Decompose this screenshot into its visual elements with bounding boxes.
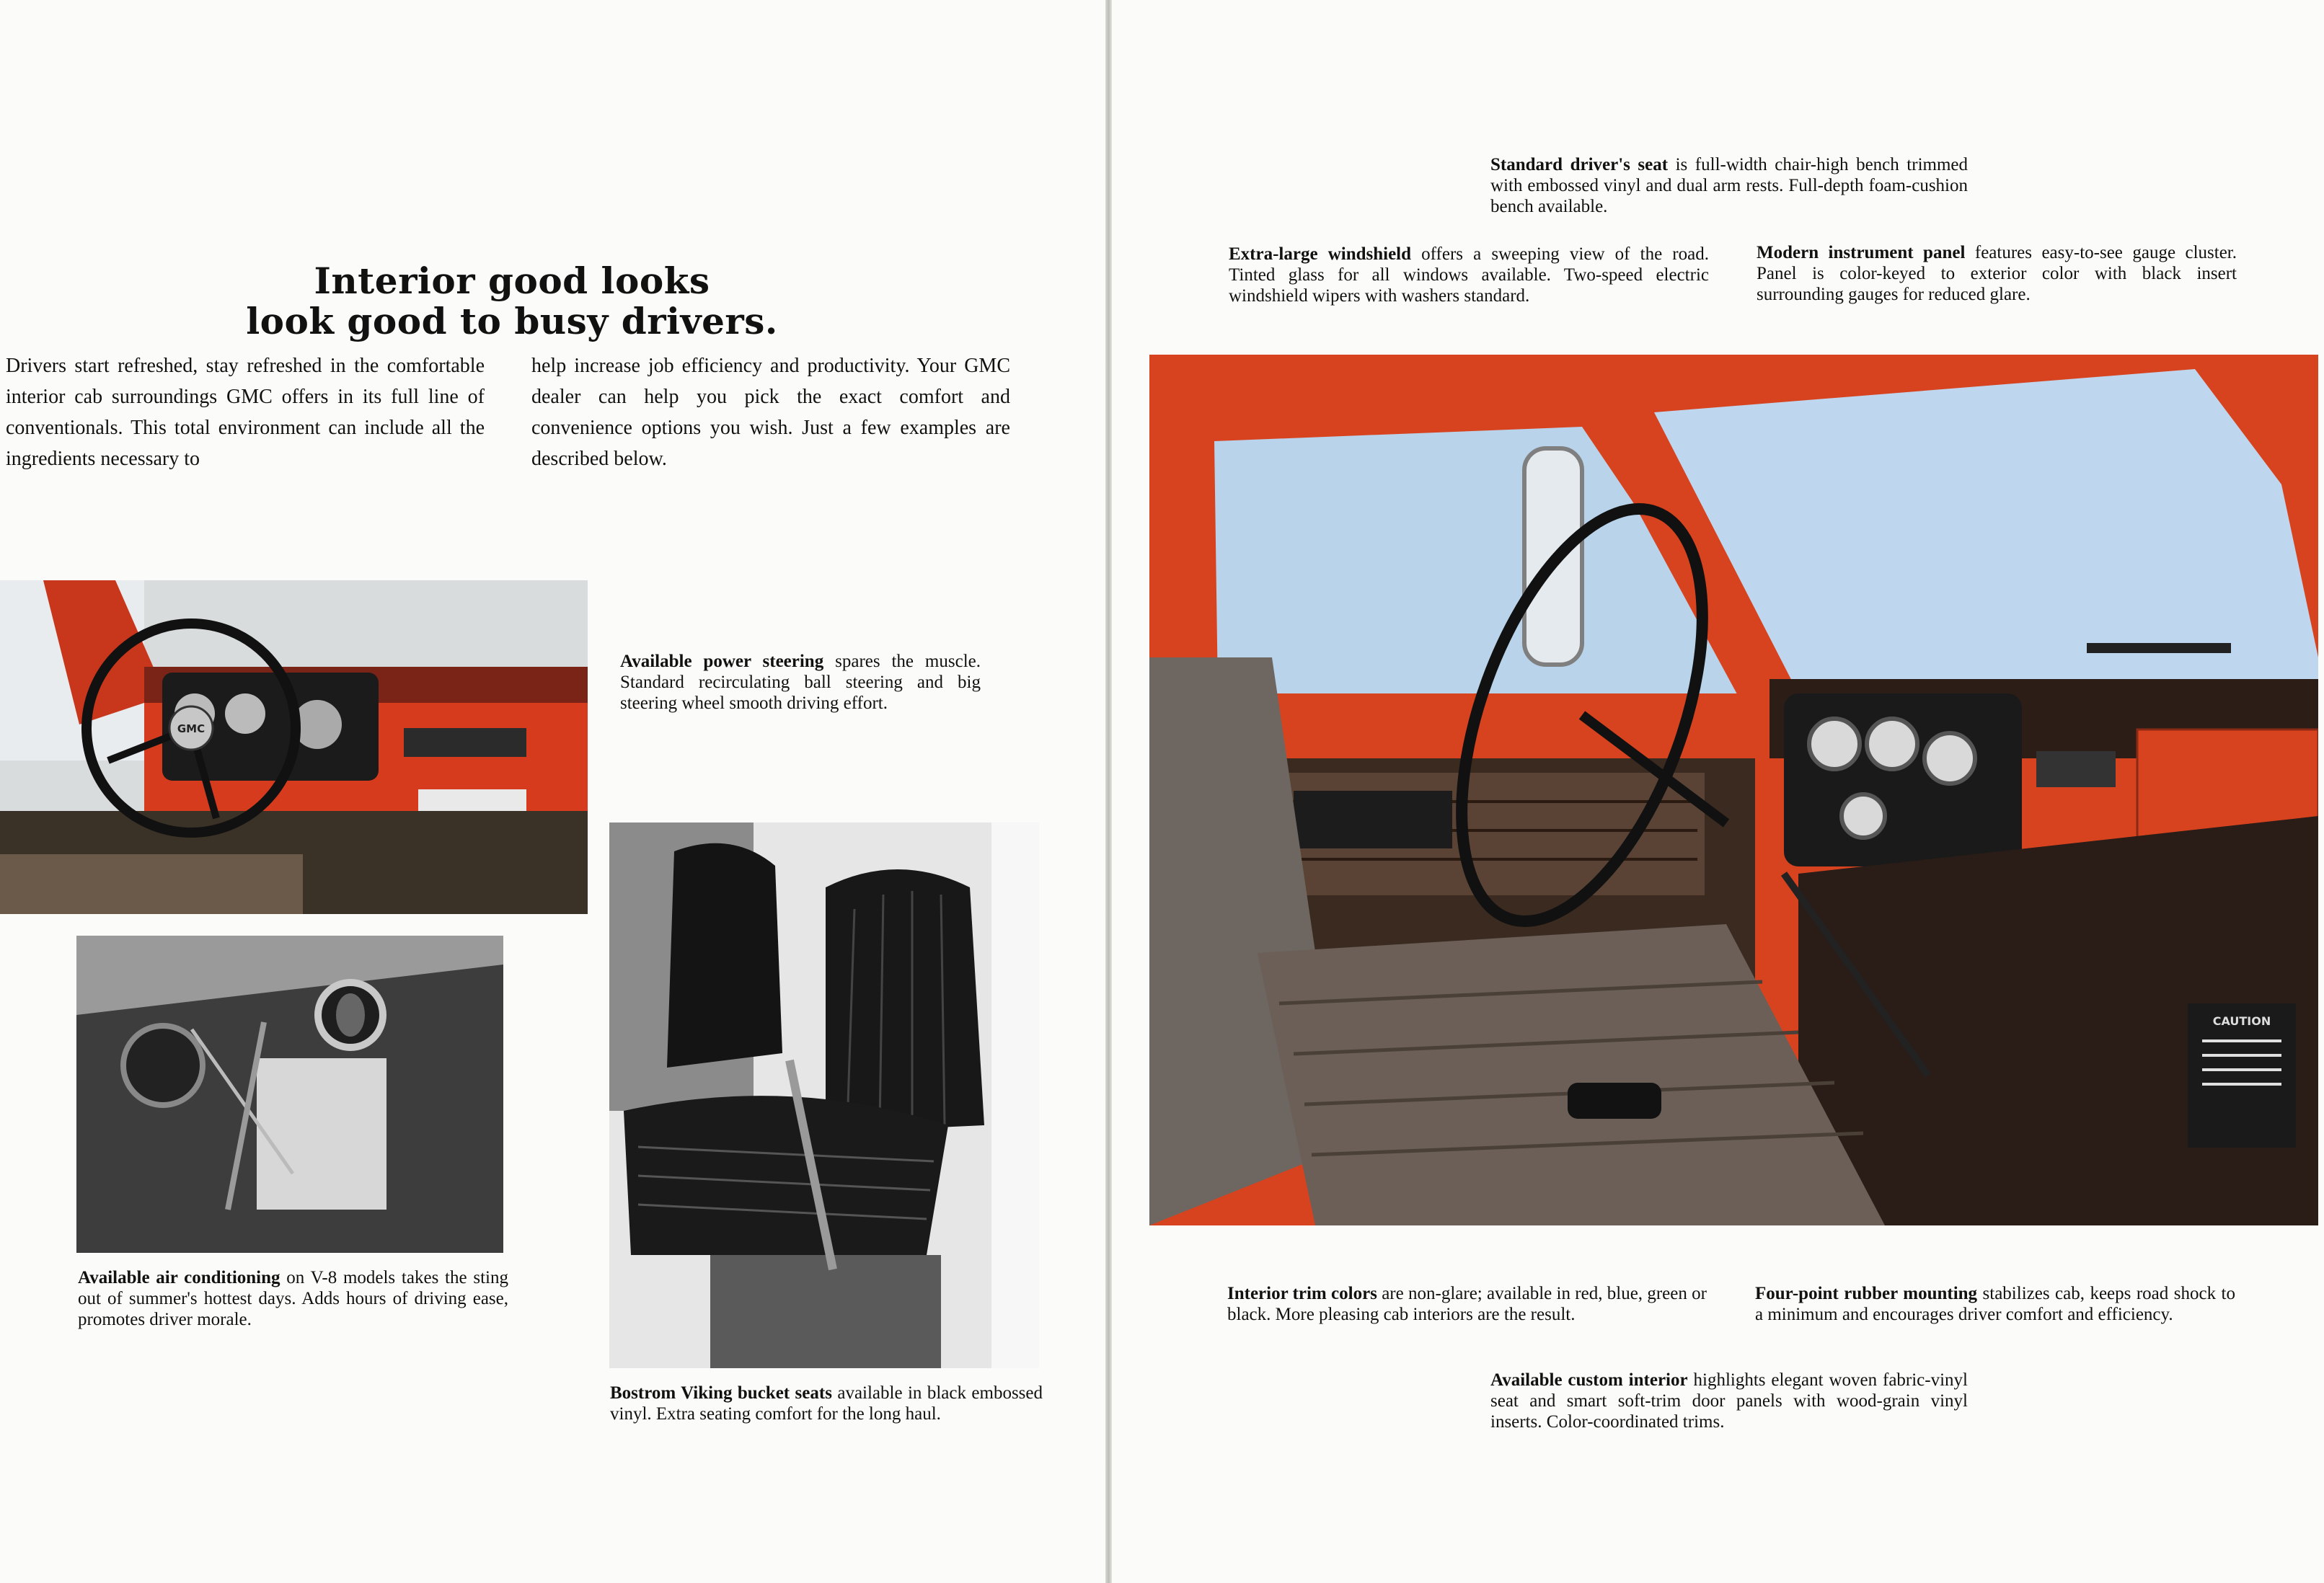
caption-lead: Standard driver's seat xyxy=(1490,155,1669,174)
caption-lead: Bostrom Viking bucket seats xyxy=(610,1383,832,1403)
caption-body: are non-glare; available in red, blue, green or black. More pleasing cab interiors are the result. xyxy=(1227,1284,1707,1324)
caption-lead: Available air conditioning xyxy=(78,1268,280,1287)
cab-interior-photo xyxy=(1149,355,2318,1225)
caption-body: available in black embossed vinyl. Extra seating comfort for the long haul. xyxy=(610,1383,1043,1424)
caption-custom-interior xyxy=(1490,1370,1968,1432)
caption-lead: Extra-large windshield xyxy=(1229,244,1412,264)
intro-column-2: help increase job efficiency and productivity. Your GMC dealer can help you pick the exact comfort and convenience options you wish. Just a few examples are described below. xyxy=(531,355,1010,470)
air-conditioning-photo xyxy=(76,936,503,1253)
caption-drivers-seat xyxy=(1490,154,1968,217)
caption-bucket-seats xyxy=(610,1383,1043,1424)
caption-lead: Available custom interior xyxy=(1490,1370,1688,1390)
caption-lead: Available power steering xyxy=(620,652,824,671)
caption-instrument-panel xyxy=(1757,242,2237,305)
caption-body: spares the muscle. Standard recirculating ball steering and big steering wheel smooth driving effort. xyxy=(620,652,981,713)
bucket-seat-photo xyxy=(609,822,1039,1368)
caption-body: stabilizes cab, keeps road shock to a minimum and encourages driver comfort and efficiency. xyxy=(1755,1284,2235,1324)
right-page xyxy=(1112,0,2324,1583)
caption-lead: Modern instrument panel xyxy=(1757,243,1966,262)
page-title xyxy=(151,261,872,342)
headline-line-2: look good to busy drivers. xyxy=(246,299,778,342)
page-gutter xyxy=(1105,0,1112,1583)
caption-lead: Interior trim colors xyxy=(1227,1284,1377,1303)
caption-body: highlights elegant woven fabric-vinyl seat and smart soft-trim door panels with wood-grain vinyl inserts. Color-coordinated trims. xyxy=(1490,1370,1968,1432)
caption-lead: Four-point rubber mounting xyxy=(1755,1284,1978,1303)
caution-label-text: CAUTION xyxy=(2212,1014,2271,1028)
caption-trim-colors xyxy=(1227,1283,1707,1325)
caption-body: features easy-to-see gauge cluster. Panel is color-keyed to exterior color with black insert surrounding gauges for reduced glare. xyxy=(1757,243,2237,304)
caption-body: on V-8 models takes the sting out of summer's hottest days. Adds hours of driving ease, promotes driver morale. xyxy=(78,1268,508,1329)
caption-rubber-mounting xyxy=(1755,1283,2235,1325)
caption-body: is full-width chair-high bench trimmed with embossed vinyl and dual arm rests. Full-depth foam-cushion bench available. xyxy=(1490,155,1969,216)
headline-line-1: Interior good looks xyxy=(314,259,710,302)
caption-body: offers a sweeping view of the road. Tinted glass for all windows available. Two-speed electric windshield wipers with washers standard. xyxy=(1229,244,1709,306)
caption-windshield xyxy=(1229,244,1709,306)
dashboard-photo xyxy=(0,580,588,914)
left-page xyxy=(0,0,1105,1583)
intro-column-1: Drivers start refreshed, stay refreshed in the comfortable interior cab surroundings GMC offers in its full line of conventionals. This total environment can include all the ingredients necessary to xyxy=(6,355,485,470)
caption-power-steering xyxy=(620,651,981,714)
caption-air-conditioning xyxy=(78,1267,508,1330)
gmc-badge-text: GMC xyxy=(177,722,206,735)
